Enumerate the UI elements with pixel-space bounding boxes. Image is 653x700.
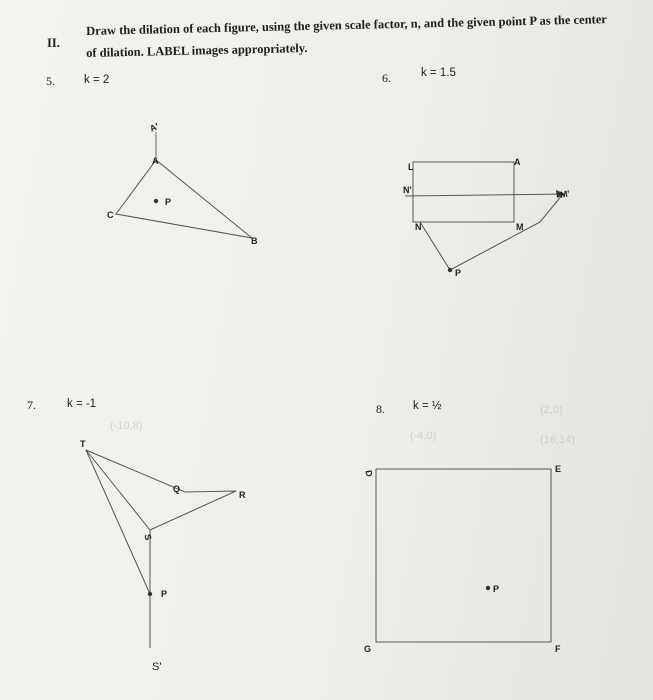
label-t: T	[80, 439, 86, 449]
center-point-p5	[154, 199, 158, 203]
section-numeral: II.	[47, 36, 60, 50]
square-defg	[376, 469, 551, 642]
center-point-p7	[148, 592, 152, 596]
label-a-prime: A'	[148, 121, 161, 134]
label-g: G	[364, 644, 372, 654]
ray-m-to-m-prime	[540, 194, 563, 222]
label-a: A	[152, 156, 159, 166]
bleed-through-text: (-4,0)	[410, 430, 437, 442]
label-n: N	[415, 222, 422, 232]
ray-m-to-p	[450, 222, 540, 270]
label-s: S	[142, 533, 154, 542]
rectangle-lamn	[413, 162, 514, 222]
center-point-p6	[448, 268, 452, 272]
problem-6-scale-factor: k = 1.5	[421, 67, 456, 79]
instruction-line-1: Draw the dilation of each figure, using the given scale factor, n, and the given point P as the center	[86, 12, 608, 38]
label-p: P	[165, 197, 172, 207]
label-a: A	[514, 157, 521, 167]
problem-6-figure	[405, 162, 565, 270]
bleed-through-text: (-10,8)	[110, 420, 143, 432]
label-p: P	[493, 584, 500, 594]
problem-7-number: 7.	[27, 398, 36, 412]
ray-t-to-p	[86, 450, 150, 594]
label-f: F	[555, 644, 561, 654]
label-m-prime: M'	[559, 188, 571, 200]
label-r: R	[239, 490, 246, 500]
label-p: P	[161, 589, 168, 599]
label-n-prime: N'	[403, 185, 412, 195]
problem-5-number: 5.	[46, 74, 55, 88]
problem-7-scale-factor: k = -1	[67, 398, 97, 410]
label-m: M	[516, 222, 524, 232]
problem-8-number: 8.	[376, 402, 385, 416]
problem-5-scale-factor: k = 2	[84, 74, 110, 86]
label-q: Q	[173, 484, 181, 494]
ray-n-to-p	[420, 222, 450, 270]
label-c: C	[107, 210, 114, 220]
label-p: P	[455, 268, 462, 278]
label-b: B	[251, 236, 258, 246]
label-l: L	[408, 162, 414, 172]
problem-8-scale-factor: k = ½	[413, 400, 442, 412]
bleed-through-text: (16,14)	[540, 434, 575, 446]
label-e: E	[555, 464, 562, 474]
problem-5-figure	[116, 132, 252, 238]
center-point-p8	[486, 586, 490, 590]
problem-7-figure	[86, 450, 236, 648]
instruction-line-2: of dilation. LABEL images appropriately.	[86, 40, 308, 60]
problem-6-number: 6.	[382, 71, 391, 85]
image-segment-n-prime-m-prime	[405, 194, 565, 196]
problem-8-figure	[376, 469, 551, 642]
bleed-through-text: (2,0)	[540, 404, 563, 416]
label-d: D	[363, 469, 375, 478]
triangle-abc	[116, 160, 252, 238]
label-s-prime: S'	[152, 661, 162, 673]
quadrilateral-tsrq	[86, 450, 236, 530]
